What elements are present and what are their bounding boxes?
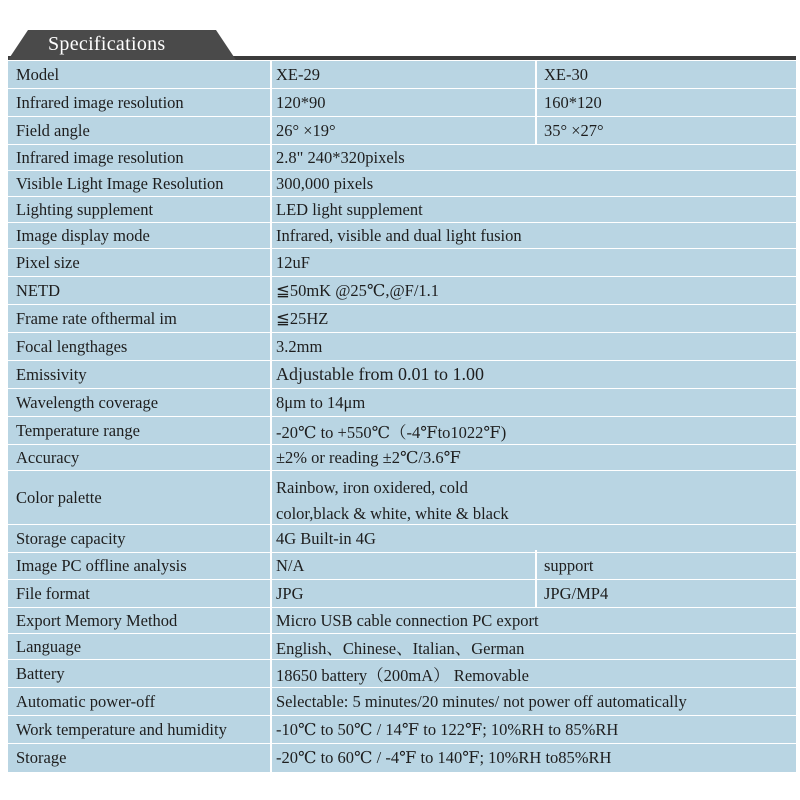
table-row [8,743,796,772]
row-label: Automatic power-off [16,691,156,711]
row-label: File format [16,583,90,603]
row-value-xe30: 160*120 [544,92,602,112]
table-row [8,222,796,248]
table-row [8,607,796,633]
row-value: ±2% or reading ±2℃/3.6℉ [276,447,461,467]
row-value-xe30: 35° ×27° [544,120,604,140]
row-label: Pixel size [16,252,80,272]
row-label: Infrared image resolution [16,92,184,112]
row-label: Focal lengthages [16,336,128,356]
row-value: ≦25HZ [276,308,329,328]
row-value: English、Chinese、Italian、German [276,638,525,658]
row-label: Image PC offline analysis [16,556,187,575]
table-row [8,444,796,470]
row-value: Adjustable from 0.01 to 1.00 [276,364,484,384]
row-value-xe29: 26° ×19° [276,120,336,140]
row-label: Emissivity [16,364,87,384]
row-value: 8μm to 14μm [276,392,366,412]
specifications-table [8,60,796,772]
row-value: 12uF [276,252,310,272]
row-label: Battery [16,663,65,683]
row-value: Infrared, visible and dual light fusion [276,225,522,245]
row-value-line: Rainbow, iron oxidered, cold [276,478,468,497]
table-row [8,60,796,88]
row-value: LED light supplement [276,199,423,219]
row-value: 3.2mm [276,336,323,356]
table-row [8,196,796,222]
row-value [276,471,794,524]
table-row [8,416,796,444]
table-row [8,633,796,659]
table-row [8,552,796,579]
row-label: Color palette [16,487,102,507]
table-row [8,687,796,715]
table-row [8,388,796,416]
table-row [8,88,796,116]
row-label: Temperature range [16,420,140,440]
row-value: Micro USB cable connection PC export [276,610,539,630]
row-label: Frame rate ofthermal im [16,308,177,328]
table-row [8,304,796,332]
row-label: Image display mode [16,225,150,245]
row-value-xe30: JPG/MP4 [544,583,609,603]
row-label: Storage capacity [16,528,126,548]
row-value: 18650 battery（200mA） Removable [276,665,529,685]
row-value: -20℃ to +550℃（-4℉to1022℉) [276,422,507,442]
table-row [8,144,796,170]
table-row [8,659,796,687]
row-value-xe29: XE-29 [276,64,320,84]
table-row [8,470,796,524]
table-row [8,524,796,552]
table-row [8,579,796,607]
table-row [8,360,796,388]
row-label: Model [16,64,60,84]
row-value: -20℃ to 60℃ / -4℉ to 140℉; 10%RH to85%RH [276,748,612,767]
row-value: -10℃ to 50℃ / 14℉ to 122℉; 10%RH to 85%RH [276,719,619,739]
table-row [8,248,796,276]
row-value-xe29: N/A [276,556,305,575]
row-label: Wavelength coverage [16,392,159,412]
row-value: 300,000 pixels [276,173,374,193]
row-label: NETD [16,280,60,300]
row-label: Language [16,636,82,656]
row-label: Field angle [16,120,90,140]
row-label: Storage [16,748,67,767]
row-label: Work temperature and humidity [16,719,227,739]
row-value-xe30: support [544,556,594,575]
page-title: Specifications [48,33,166,55]
table-row [8,116,796,144]
table-row [8,170,796,196]
row-label: Export Memory Method [16,610,178,630]
row-value: 4G Built-in 4G [276,528,376,548]
row-label: Lighting supplement [16,199,154,219]
row-label: Accuracy [16,447,80,467]
row-value-xe30: XE-30 [544,64,588,84]
row-label: Visible Light Image Resolution [16,173,224,193]
row-value-xe29: 120*90 [276,92,326,112]
row-label: Infrared image resolution [16,147,184,167]
row-value-xe29: JPG [276,583,304,603]
row-value: Selectable: 5 minutes/20 minutes/ not power off automatically [276,691,687,711]
table-row [8,276,796,304]
table-row [8,332,796,360]
row-value: ≦50mK @25℃,@F/1.1 [276,280,440,300]
row-value: 2.8" 240*320pixels [276,147,405,167]
table-row [8,715,796,743]
row-value-line: color,black & white, white & black [276,504,509,523]
